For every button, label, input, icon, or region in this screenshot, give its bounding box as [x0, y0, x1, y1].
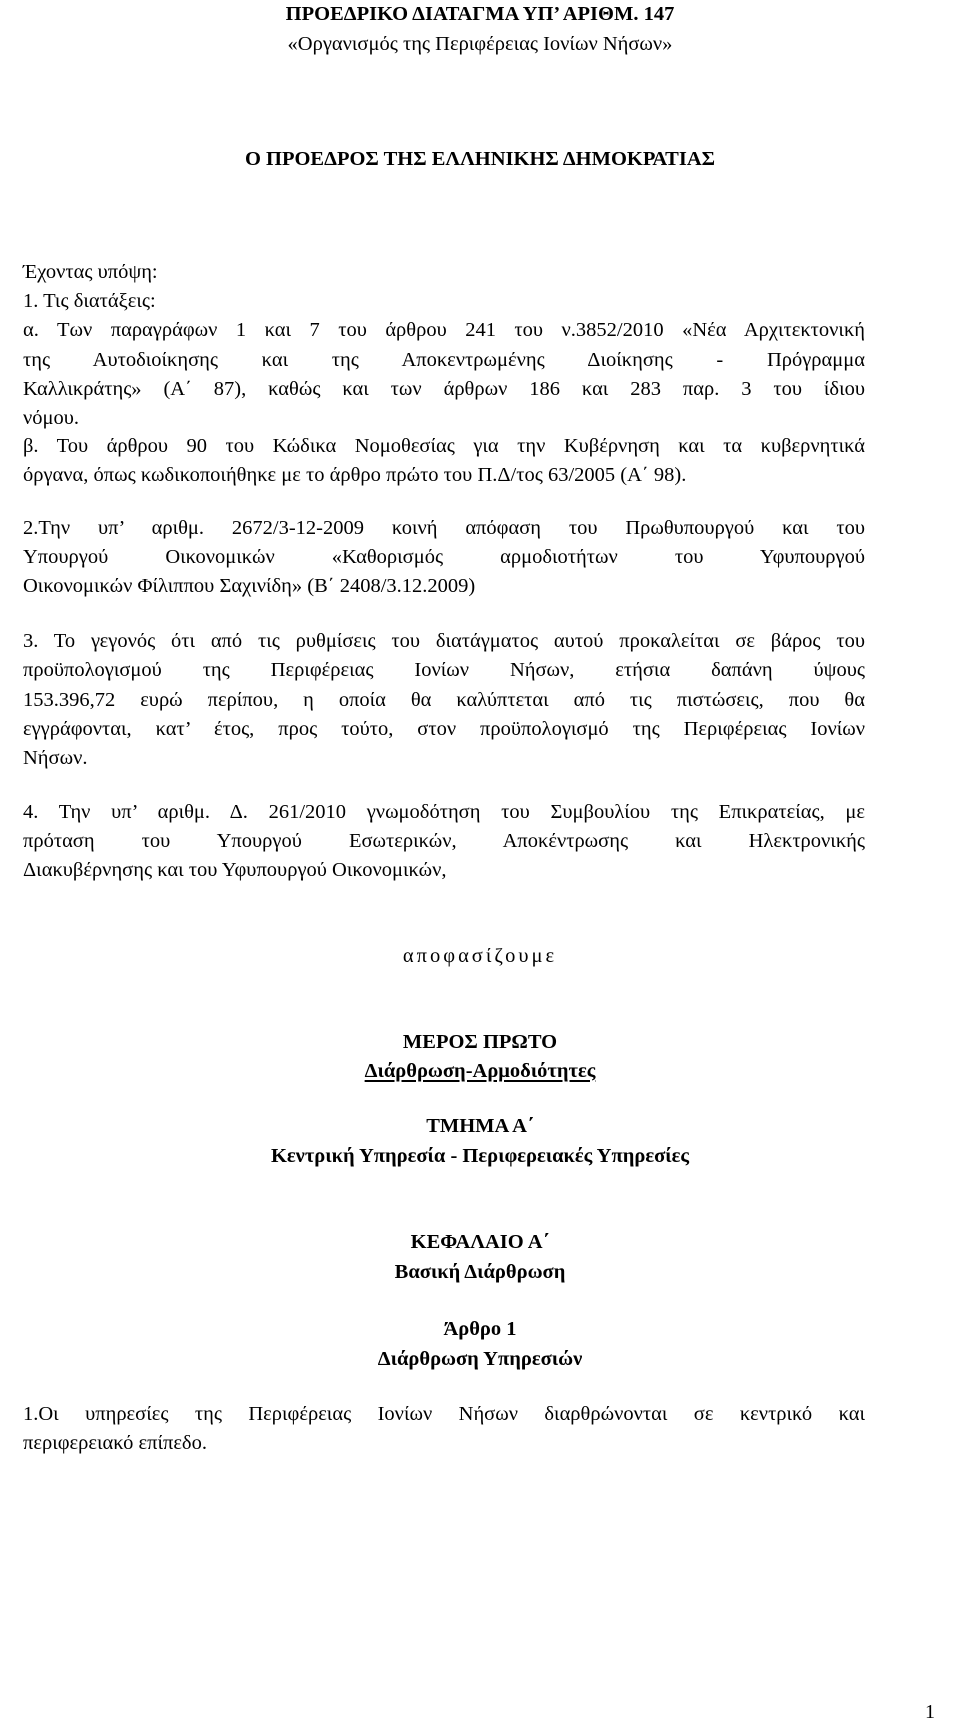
- item-3-line: Νήσων.: [23, 747, 88, 769]
- item-a-line: Καλλικράτης» (Α΄ 87), καθώς και των άρθρων 186 και 283 παρ. 3 του ίδιου: [23, 378, 865, 400]
- decree-title: ΠΡΟΕΔΡΙΚΟ ΔΙΑΤΑΓΜΑ ΥΠ’ ΑΡΙΘΜ. 147: [285, 3, 675, 25]
- article-paragraph-line: περιφερειακό επίπεδο.: [23, 1432, 207, 1454]
- part-title: ΜΕΡΟΣ ΠΡΩΤΟ: [402, 1031, 558, 1053]
- part-subtitle: Διάρθρωση-Αρμοδιότητες: [364, 1060, 596, 1082]
- item-a-line: α. Των παραγράφων 1 και 7 του άρθρου 241 του ν.3852/2010 «Νέα Αρχιτεκτονική: [23, 319, 865, 341]
- article-subtitle: Διάρθρωση Υπηρεσιών: [377, 1348, 583, 1370]
- article-title: Άρθρο 1: [443, 1318, 517, 1340]
- preamble-item-1: 1. Τις διατάξεις:: [23, 290, 156, 312]
- item-4-line: 4. Την υπ’ αριθμ. Δ. 261/2010 γνωμοδότηση του Συμβουλίου της Επικρατείας, με: [23, 801, 865, 823]
- item-a-line: της Αυτοδιοίκησης και της Αποκεντρωμένης Διοίκησης - Πρόγραμμα: [23, 349, 865, 371]
- decree-subtitle: «Οργανισμός της Περιφέρειας Ιονίων Νήσων»: [287, 33, 673, 55]
- item-2-line: Υπουργού Οικονομικών «Καθορισμός αρμοδιοτήτων του Υφυπουργού: [23, 546, 865, 568]
- article-paragraph-line: 1.Οι υπηρεσίες της Περιφέρειας Ιονίων Νήσων διαρθρώνονται σε κεντρικό και: [23, 1403, 865, 1425]
- section-subtitle: Κεντρική Υπηρεσία - Περιφερειακές Υπηρεσίες: [270, 1145, 690, 1167]
- president-heading: Ο ΠΡΟΕΔΡΟΣ ΤΗΣ ΕΛΛΗΝΙΚΗΣ ΔΗΜΟΚΡΑΤΙΑΣ: [244, 148, 716, 170]
- chapter-subtitle: Βασική Διάρθρωση: [394, 1261, 566, 1283]
- item-3-line: προϋπολογισμού της Περιφέρειας Ιονίων Νήσων, ετήσια δαπάνη ύψους: [23, 659, 865, 681]
- page-number: 1: [925, 1701, 935, 1723]
- decision-verb: αποφασίζουμε: [402, 945, 558, 967]
- item-a-line: νόμου.: [23, 407, 80, 429]
- item-3-line: εγγράφονται, κατ’ έτος, προς τούτο, στον προϋπολογισμό της Περιφέρειας Ιονίων: [23, 718, 865, 740]
- item-4-line: Διακυβέρνησης και του Υφυπουργού Οικονομικών,: [23, 859, 447, 881]
- item-b-line: όργανα, όπως κωδικοποιήθηκε με το άρθρο πρώτο του Π.Δ/τος 63/2005 (Α΄ 98).: [23, 464, 687, 486]
- item-3-line: 3. Το γεγονός ότι από τις ρυθμίσεις του διατάγματος αυτού προκαλείται σε βάρος του: [23, 630, 865, 652]
- section-title: ΤΜΗΜΑ Α΄: [426, 1115, 534, 1137]
- item-b-line: β. Του άρθρου 90 του Κώδικα Νομοθεσίας για την Κυβέρνηση και τα κυβερνητικά: [23, 435, 865, 457]
- item-3-line: 153.396,72 ευρώ περίπου, η οποία θα καλύπτεται από τις πιστώσεις, που θα: [23, 689, 865, 711]
- preamble-intro: Έχοντας υπόψη:: [23, 261, 158, 283]
- item-2-line: Οικονομικών Φίλιππου Σαχινίδη» (Β΄ 2408/3.12.2009): [23, 575, 476, 597]
- chapter-title: ΚΕΦΑΛΑΙΟ Α΄: [410, 1231, 550, 1253]
- item-4-line: πρόταση του Υπουργού Εσωτερικών, Αποκέντρωσης και Ηλεκτρονικής: [23, 830, 865, 852]
- item-2-line: 2.Την υπ’ αριθμ. 2672/3-12-2009 κοινή απόφαση του Πρωθυπουργού και του: [23, 517, 865, 539]
